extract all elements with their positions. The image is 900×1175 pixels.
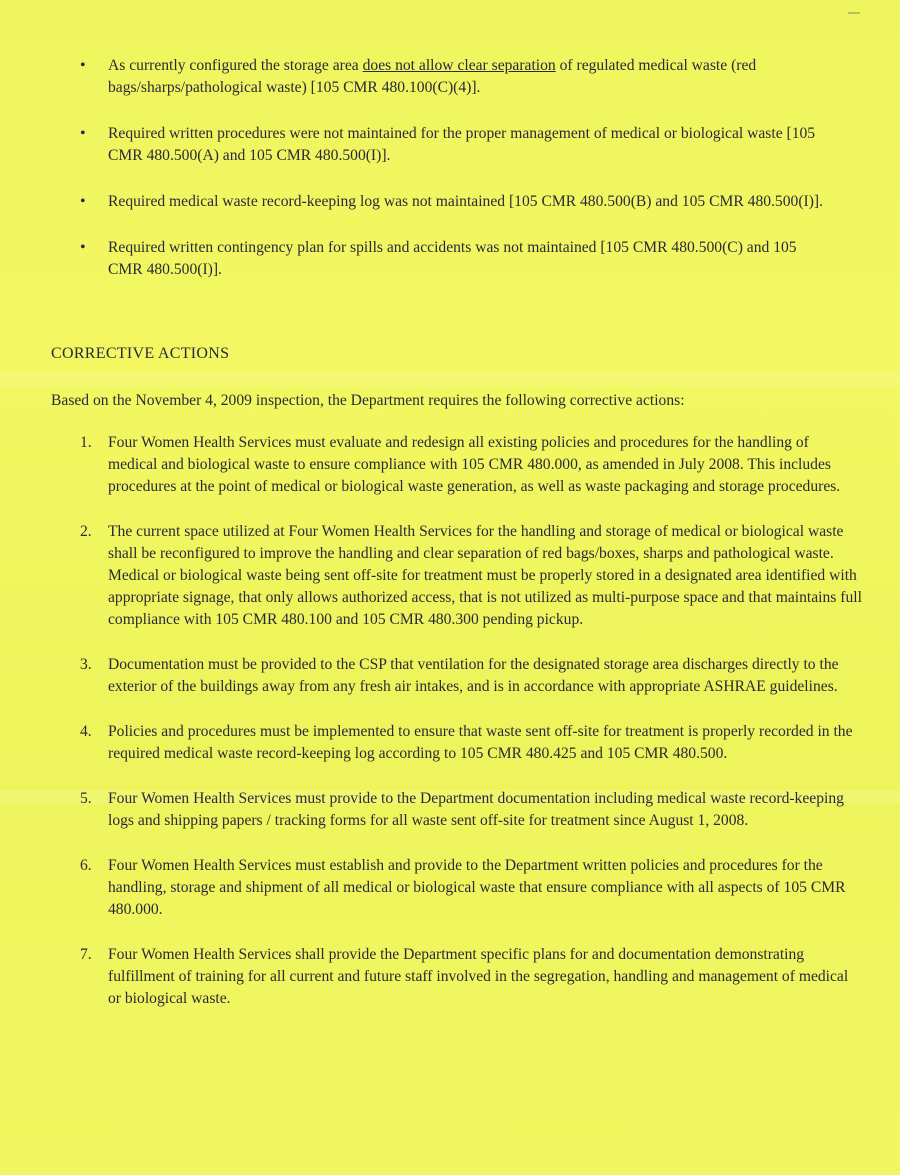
action-item <box>0 521 900 631</box>
action-number: 3. <box>80 656 92 673</box>
finding-text: Required written procedures were not maintained for the proper management of medical or biological waste [105 CMR 480.500(A) and 105 CMR 480.500(I)]. <box>108 125 816 164</box>
action-text: Four Women Health Services shall provide the Department specific plans for and documentation demonstrating fulfillment of training for all current and future staff involved in the segregation, handling and management of medical or biological waste. <box>108 946 849 1007</box>
action-text: Four Women Health Services must provide to the Department documentation including medical waste record-keeping logs and shipping papers / tracking forms for all waste sent off-site for treatment since August 1, 2008. <box>108 790 844 829</box>
finding-underlined-text: does not allow clear separation <box>362 57 556 74</box>
action-number: 6. <box>80 857 92 874</box>
bullet-icon: • <box>80 125 86 142</box>
finding-text: As currently configured the storage area <box>108 57 363 74</box>
action-item <box>0 944 900 1010</box>
action-number: 2. <box>80 523 92 540</box>
scan-band <box>0 372 900 386</box>
action-item <box>0 432 900 498</box>
section-heading: CORRECTIVE ACTIONS <box>51 345 230 362</box>
action-number: 7. <box>80 946 92 963</box>
action-text: Documentation must be provided to the CSP that ventilation for the designated storage area discharges directly to the exterior of the buildings away from any fresh air intakes, and is in accordance with appropriate ASHRAE guidelines. <box>108 656 839 695</box>
action-item <box>0 654 900 698</box>
action-item <box>0 855 900 921</box>
action-text: Policies and procedures must be implemented to ensure that waste sent off-site for treatment is properly recorded in the required medical waste record-keeping log according to 105 CMR 480.425 and 105 CMR 480.500. <box>108 723 853 762</box>
finding-text: of regulated medical waste (red bags/sharps/pathological waste) [105 CMR 480.100(C)(4)]. <box>108 57 757 96</box>
action-number: 1. <box>80 434 92 451</box>
action-number: 5. <box>80 790 92 807</box>
bullet-icon: • <box>80 57 86 74</box>
finding-text: Required written contingency plan for spills and accidents was not maintained [105 CMR 480.500(C) and 105 CMR 480.500(I)]. <box>108 239 797 278</box>
scan-mark <box>848 12 860 14</box>
finding-item <box>0 55 900 99</box>
finding-item <box>0 191 900 213</box>
action-number: 4. <box>80 723 92 740</box>
bullet-icon: • <box>80 193 86 210</box>
finding-text: Required medical waste record-keeping log was not maintained [105 CMR 480.500(B) and 105 CMR 480.500(I)]. <box>108 193 823 210</box>
action-text: Four Women Health Services must evaluate and redesign all existing policies and procedures for the handling of medical and biological waste to ensure compliance with 105 CMR 480.000, as amended in July 2008. This includes procedures at the point of medical or biological waste generation, as well as waste packaging and storage procedures. <box>108 434 841 495</box>
finding-item <box>0 237 900 281</box>
action-text: Four Women Health Services must establish and provide to the Department written policies and procedures for the handling, storage and shipment of all medical or biological waste that ensure compliance with all aspects of 105 CMR 480.000. <box>108 857 846 918</box>
section-intro: Based on the November 4, 2009 inspection, the Department requires the following corrective actions: <box>51 392 685 409</box>
corrective-actions-list <box>0 432 900 1033</box>
action-item <box>0 788 900 832</box>
finding-item <box>0 123 900 167</box>
action-item <box>0 721 900 765</box>
bullet-icon: • <box>80 239 86 256</box>
findings-list <box>0 55 900 305</box>
action-text: The current space utilized at Four Women Health Services for the handling and storage of medical or biological waste shall be reconfigured to improve the handling and clear separation of red bags/boxes, sharps and pathological waste. Medical or biological waste being sent off-site for treatment must be properly stored in a designated area identified with appropriate signage, that only allows authorized access, that is not utilized as multi-purpose space and that maintains full compliance with 105 CMR 480.100 and 105 CMR 480.300 pending pickup. <box>108 523 862 628</box>
